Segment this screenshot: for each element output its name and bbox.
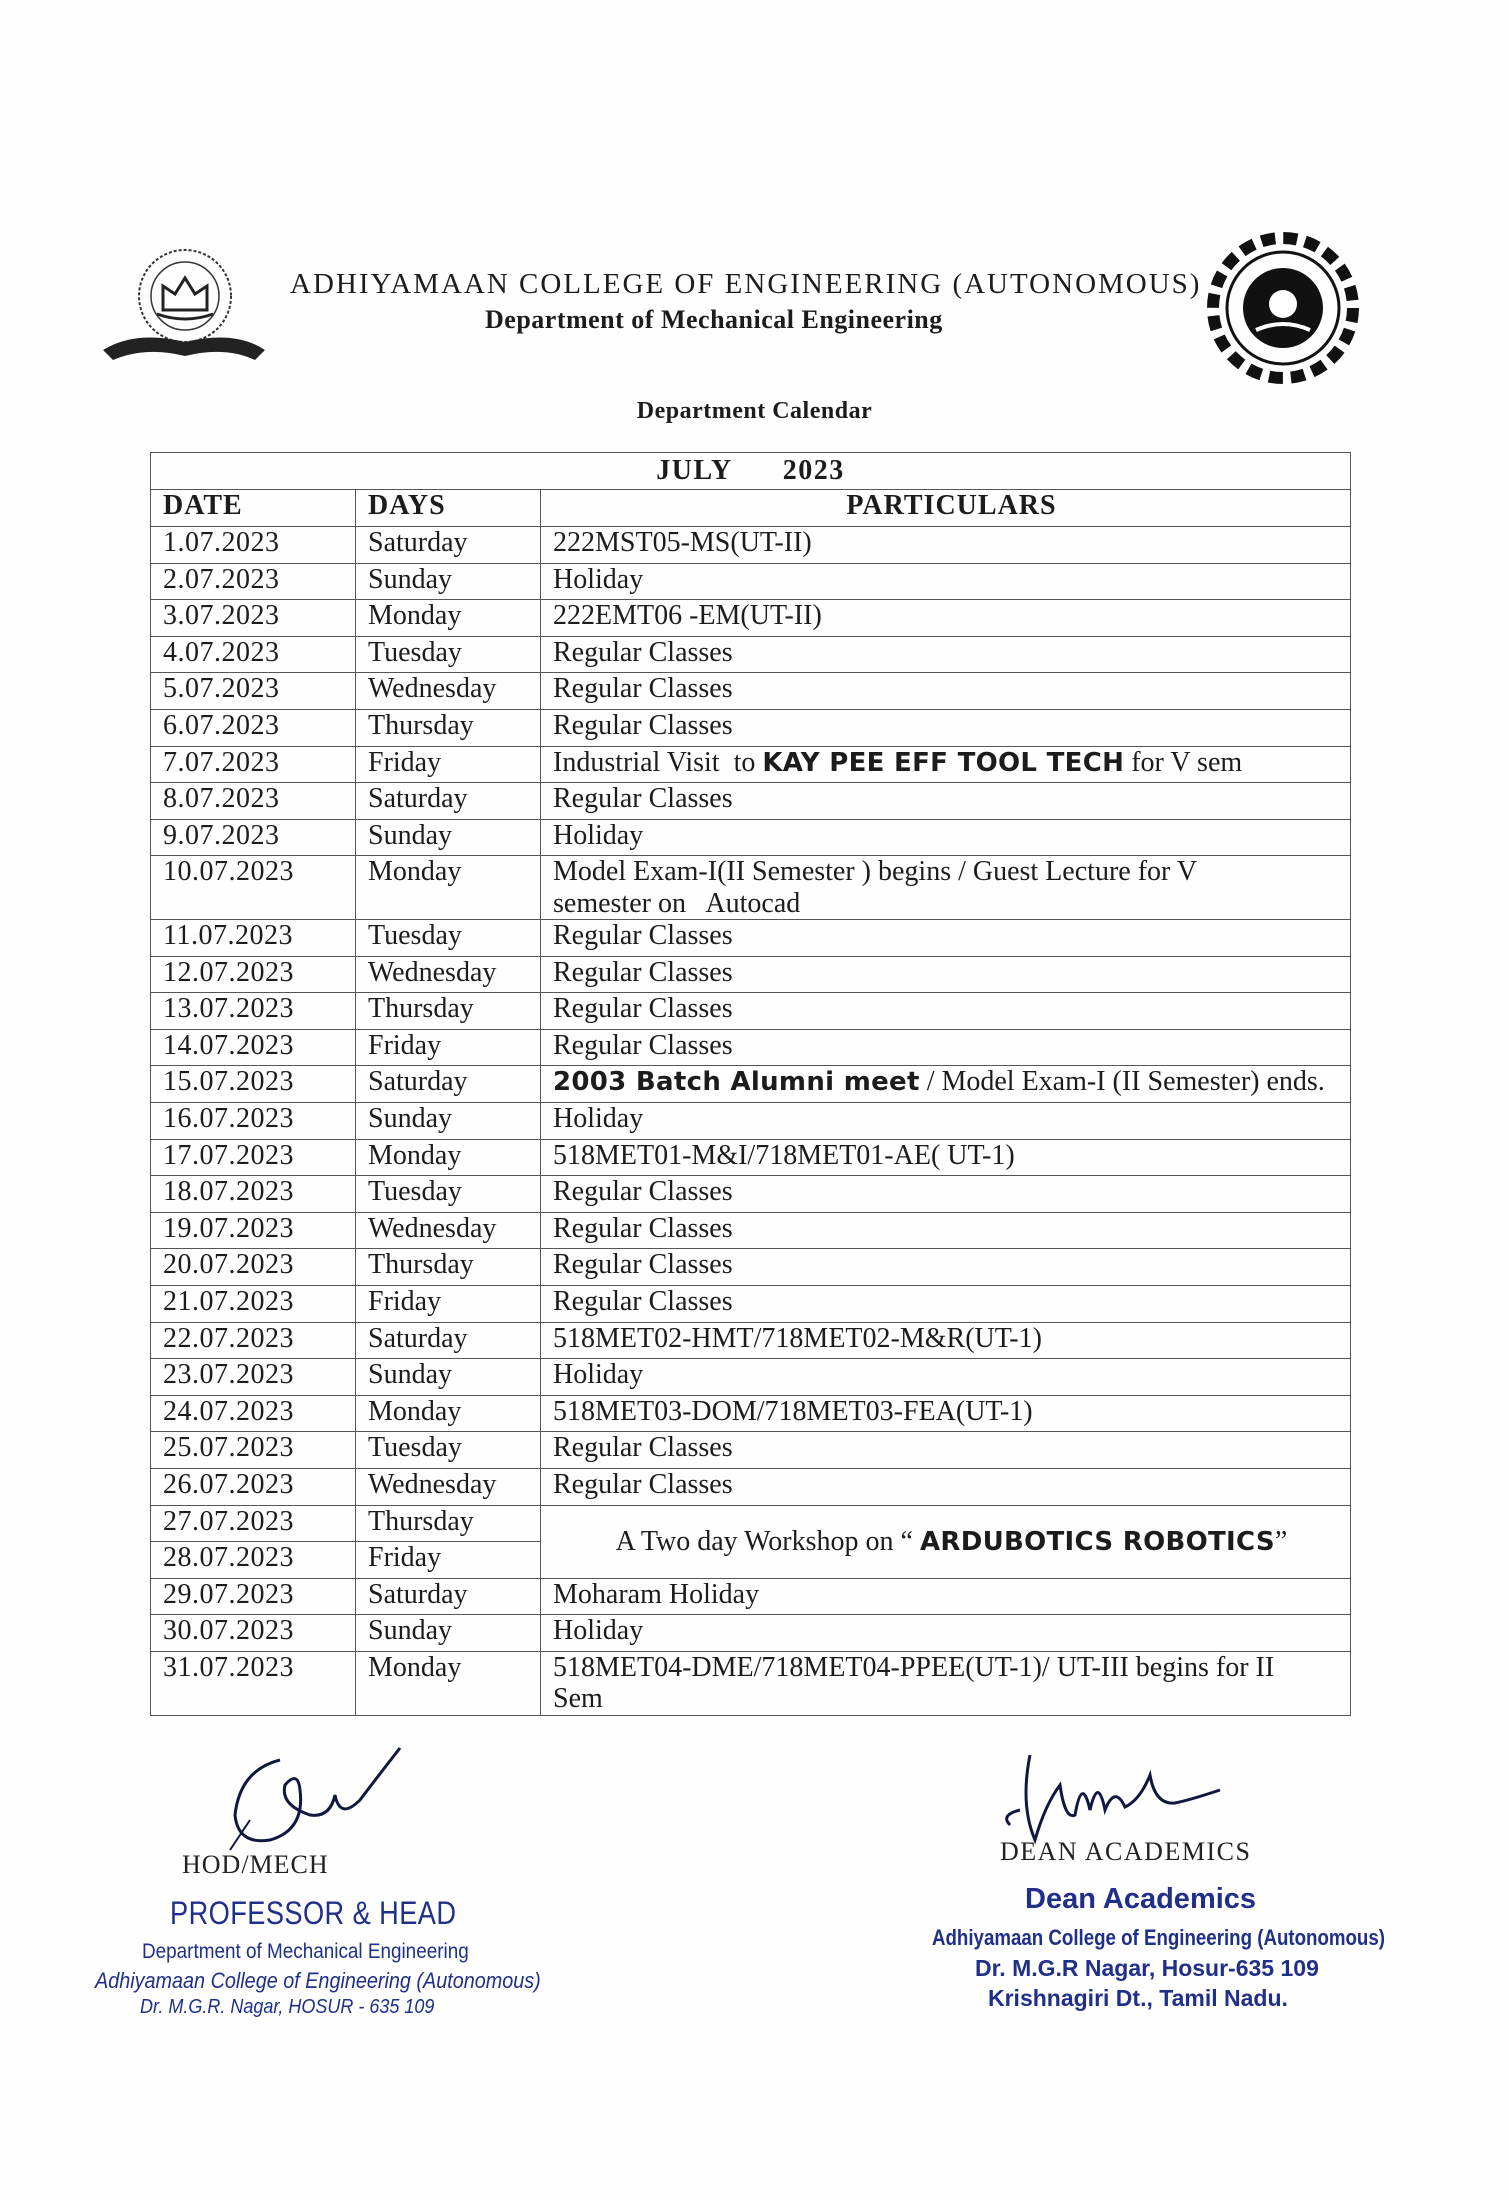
- row-day: Monday: [356, 1651, 541, 1715]
- particulars-text: semester on Autocad: [553, 887, 801, 919]
- row-date: 9.07.2023: [151, 819, 356, 856]
- row-day: Sunday: [356, 1359, 541, 1396]
- row-particulars: [541, 746, 1351, 783]
- department-name: Department of Mechanical Engineering: [485, 305, 943, 334]
- row-particulars: [541, 1322, 1351, 1359]
- row-date: 15.07.2023: [151, 1066, 356, 1103]
- row-particulars: [541, 1395, 1351, 1432]
- calendar-row: [151, 1359, 1351, 1396]
- particulars-text: Regular Classes: [553, 1432, 733, 1464]
- row-day: Sunday: [356, 819, 541, 856]
- calendar-row: [151, 1578, 1351, 1615]
- row-day: Saturday: [356, 1322, 541, 1359]
- row-day: Thursday: [356, 1249, 541, 1286]
- calendar-row: [151, 1176, 1351, 1213]
- row-day: Friday: [356, 1542, 541, 1579]
- row-date: 20.07.2023: [151, 1249, 356, 1286]
- particulars-text: Industrial Visit to: [553, 746, 763, 778]
- row-particulars: [541, 709, 1351, 746]
- particulars-highlight: 2003 Batch Alumni meet: [553, 1067, 920, 1098]
- particulars-text: Regular Classes: [553, 1249, 733, 1281]
- row-day: Thursday: [356, 993, 541, 1030]
- row-date: 21.07.2023: [151, 1286, 356, 1323]
- row-day: Saturday: [356, 1066, 541, 1103]
- header-days: DAYS: [356, 490, 541, 527]
- hod-stamp-line3: Dr. M.G.R. Nagar, HOSUR - 635 109: [140, 1996, 435, 2018]
- calendar-row: [151, 636, 1351, 673]
- row-day: Friday: [356, 1286, 541, 1323]
- row-date: 28.07.2023: [151, 1542, 356, 1579]
- calendar-row: [151, 1468, 1351, 1505]
- particulars-text: for V sem: [1124, 746, 1243, 778]
- particulars-text: Regular Classes: [553, 636, 733, 668]
- particulars-text: Regular Classes: [553, 1212, 733, 1244]
- calendar-row: [151, 819, 1351, 856]
- particulars-text: Holiday: [553, 563, 644, 595]
- row-date: 31.07.2023: [151, 1651, 356, 1715]
- particulars-text: Regular Classes: [553, 1468, 733, 1500]
- row-particulars: [541, 527, 1351, 564]
- particulars-text: 518MET02-HMT/718MET02-M&R(UT-1): [553, 1322, 1042, 1354]
- row-day: Saturday: [356, 1578, 541, 1615]
- row-date: 3.07.2023: [151, 600, 356, 637]
- month-row: [151, 453, 1351, 490]
- calendar-row: [151, 1029, 1351, 1066]
- row-particulars: [541, 1505, 1351, 1578]
- row-date: 7.07.2023: [151, 746, 356, 783]
- calendar-row: [151, 600, 1351, 637]
- row-day: Thursday: [356, 1505, 541, 1542]
- calendar-row: [151, 1212, 1351, 1249]
- row-particulars: [541, 1176, 1351, 1213]
- row-date: 5.07.2023: [151, 673, 356, 710]
- row-day: Sunday: [356, 1615, 541, 1652]
- row-day: Sunday: [356, 563, 541, 600]
- calendar-row: [151, 673, 1351, 710]
- header-date: DATE: [151, 490, 356, 527]
- particulars-text: A Two day Workshop on “: [615, 1525, 920, 1557]
- row-particulars: [541, 1066, 1351, 1103]
- calendar-row: [151, 1249, 1351, 1286]
- hod-signature-block: [95, 1740, 580, 2020]
- row-date: 19.07.2023: [151, 1212, 356, 1249]
- row-date: 30.07.2023: [151, 1615, 356, 1652]
- calendar-row: [151, 1103, 1351, 1140]
- calendar-row: [151, 1139, 1351, 1176]
- row-date: 18.07.2023: [151, 1176, 356, 1213]
- row-particulars: [541, 993, 1351, 1030]
- dean-stamp-title: Dean Academics: [1025, 1883, 1257, 1915]
- calendar-row: [151, 783, 1351, 820]
- hod-stamp-line1: Department of Mechanical Engineering: [142, 1940, 469, 1963]
- row-day: Tuesday: [356, 920, 541, 957]
- row-day: Monday: [356, 856, 541, 920]
- row-date: 4.07.2023: [151, 636, 356, 673]
- particulars-text: Holiday: [553, 1359, 644, 1391]
- particulars-text: 222EMT06 -EM(UT-II): [553, 600, 822, 632]
- calendar-row: [151, 1505, 1351, 1542]
- row-date: 10.07.2023: [151, 856, 356, 920]
- row-day: Sunday: [356, 1103, 541, 1140]
- row-particulars: [541, 1249, 1351, 1286]
- row-particulars: [541, 956, 1351, 993]
- row-date: 17.07.2023: [151, 1139, 356, 1176]
- row-particulars: [541, 1212, 1351, 1249]
- row-date: 14.07.2023: [151, 1029, 356, 1066]
- calendar-table: [150, 452, 1351, 1716]
- row-day: Monday: [356, 600, 541, 637]
- calendar-row: [151, 527, 1351, 564]
- particulars-text: 518MET03-DOM/718MET03-FEA(UT-1): [553, 1395, 1033, 1427]
- row-particulars: [541, 1103, 1351, 1140]
- row-day: Tuesday: [356, 1176, 541, 1213]
- row-particulars: [541, 920, 1351, 957]
- particulars-text: Regular Classes: [553, 1176, 733, 1208]
- particulars-highlight: ARDUBOTICS ROBOTICS: [919, 1526, 1275, 1557]
- row-day: Friday: [356, 746, 541, 783]
- calendar-row: [151, 956, 1351, 993]
- calendar-row: [151, 1066, 1351, 1103]
- dean-stamp-line3: Krishnagiri Dt., Tamil Nadu.: [988, 1985, 1288, 2011]
- row-particulars: [541, 673, 1351, 710]
- row-particulars: [541, 1359, 1351, 1396]
- header-row: [151, 490, 1351, 527]
- row-particulars: [541, 1615, 1351, 1652]
- row-day: Wednesday: [356, 956, 541, 993]
- month-title: JULY 2023: [151, 453, 1351, 490]
- particulars-text: Regular Classes: [553, 993, 733, 1025]
- row-particulars: [541, 636, 1351, 673]
- particulars-text: Regular Classes: [553, 709, 733, 741]
- row-date: 16.07.2023: [151, 1103, 356, 1140]
- row-day: Saturday: [356, 527, 541, 564]
- particulars-text: 518MET01-M&I/718MET01-AE( UT-1): [553, 1139, 1015, 1171]
- particulars-text: / Model Exam-I (II Semester) ends.: [919, 1066, 1325, 1098]
- particulars-text: Moharam Holiday: [553, 1578, 760, 1610]
- row-day: Wednesday: [356, 1468, 541, 1505]
- row-day: Wednesday: [356, 673, 541, 710]
- row-date: 12.07.2023: [151, 956, 356, 993]
- row-day: Monday: [356, 1139, 541, 1176]
- row-day: Thursday: [356, 709, 541, 746]
- particulars-text: 222MST05-MS(UT-II): [553, 527, 812, 558]
- dean-label: DEAN ACADEMICS: [1000, 1837, 1252, 1866]
- particulars-text: Holiday: [553, 1103, 644, 1135]
- dean-stamp-line1: Adhiyamaan College of Engineering (Autonomous): [932, 1925, 1385, 1950]
- dean-stamp-line2: Dr. M.G.R Nagar, Hosur-635 109: [975, 1955, 1319, 1981]
- calendar-row: [151, 1322, 1351, 1359]
- college-name: ADHIYAMAAN COLLEGE OF ENGINEERING (AUTONOMOUS): [290, 268, 1202, 300]
- calendar-row: [151, 1395, 1351, 1432]
- row-date: 13.07.2023: [151, 993, 356, 1030]
- row-date: 6.07.2023: [151, 709, 356, 746]
- row-particulars: [541, 783, 1351, 820]
- particulars-text: Regular Classes: [553, 920, 733, 952]
- row-particulars: [541, 563, 1351, 600]
- dean-signature-block: [930, 1745, 1385, 2015]
- row-date: 25.07.2023: [151, 1432, 356, 1469]
- particulars-text: Holiday: [553, 819, 644, 851]
- college-emblem-icon: [95, 238, 270, 368]
- letterhead: [0, 230, 1509, 380]
- row-day: Tuesday: [356, 636, 541, 673]
- particulars-text: Sem: [553, 1683, 603, 1715]
- row-date: 2.07.2023: [151, 563, 356, 600]
- row-particulars: [541, 600, 1351, 637]
- hod-label: HOD/MECH: [182, 1850, 329, 1879]
- row-particulars: [541, 1468, 1351, 1505]
- particulars-highlight: KAY PEE EFF TOOL TECH: [762, 747, 1125, 778]
- row-particulars: [541, 856, 1351, 920]
- particulars-text: Regular Classes: [553, 956, 733, 988]
- row-day: Monday: [356, 1395, 541, 1432]
- calendar-row: [151, 746, 1351, 783]
- row-particulars: [541, 1139, 1351, 1176]
- gear-emblem-icon: [1198, 230, 1368, 385]
- row-date: 23.07.2023: [151, 1359, 356, 1396]
- row-day: Wednesday: [356, 1212, 541, 1249]
- row-particulars: [541, 819, 1351, 856]
- row-date: 1.07.2023: [151, 527, 356, 564]
- particulars-text: 518MET04-DME/718MET04-PPEE(UT-1)/ UT-III begins for II: [553, 1651, 1275, 1683]
- calendar-row: [151, 1286, 1351, 1323]
- row-particulars: [541, 1432, 1351, 1469]
- calendar-body: [151, 527, 1351, 1716]
- calendar-row: [151, 1432, 1351, 1469]
- particulars-text: Regular Classes: [553, 783, 733, 815]
- row-date: 22.07.2023: [151, 1322, 356, 1359]
- row-date: 27.07.2023: [151, 1505, 356, 1542]
- row-particulars: [541, 1029, 1351, 1066]
- hod-stamp-title: PROFESSOR & HEAD: [170, 1895, 457, 1931]
- row-particulars: [541, 1578, 1351, 1615]
- document-title: Department Calendar: [636, 398, 873, 424]
- row-date: 26.07.2023: [151, 1468, 356, 1505]
- calendar-row: [151, 856, 1351, 920]
- row-particulars: [541, 1651, 1351, 1715]
- particulars-text: Regular Classes: [553, 1286, 733, 1317]
- row-particulars: [541, 1286, 1351, 1323]
- particulars-text: Regular Classes: [553, 673, 733, 705]
- particulars-text: Model Exam-I(II Semester ) begins / Guest Lecture for V: [553, 856, 1198, 888]
- row-day: Saturday: [356, 783, 541, 820]
- hod-signature: [210, 1740, 410, 1860]
- row-day: Friday: [356, 1029, 541, 1066]
- hod-stamp-line2: Adhiyamaan College of Engineering (Autonomous): [95, 1968, 541, 1993]
- calendar-row: [151, 563, 1351, 600]
- calendar-row: [151, 920, 1351, 957]
- calendar-row: [151, 993, 1351, 1030]
- header-particulars: PARTICULARS: [541, 490, 1351, 527]
- particulars-text: ”: [1274, 1525, 1288, 1557]
- row-day: Tuesday: [356, 1432, 541, 1469]
- row-date: 24.07.2023: [151, 1395, 356, 1432]
- row-date: 8.07.2023: [151, 783, 356, 820]
- calendar-row: [151, 1651, 1351, 1715]
- calendar-row: [151, 1615, 1351, 1652]
- row-date: 29.07.2023: [151, 1578, 356, 1615]
- particulars-text: Regular Classes: [553, 1029, 733, 1061]
- calendar-row: [151, 709, 1351, 746]
- row-date: 11.07.2023: [151, 920, 356, 957]
- particulars-text: Holiday: [553, 1615, 644, 1647]
